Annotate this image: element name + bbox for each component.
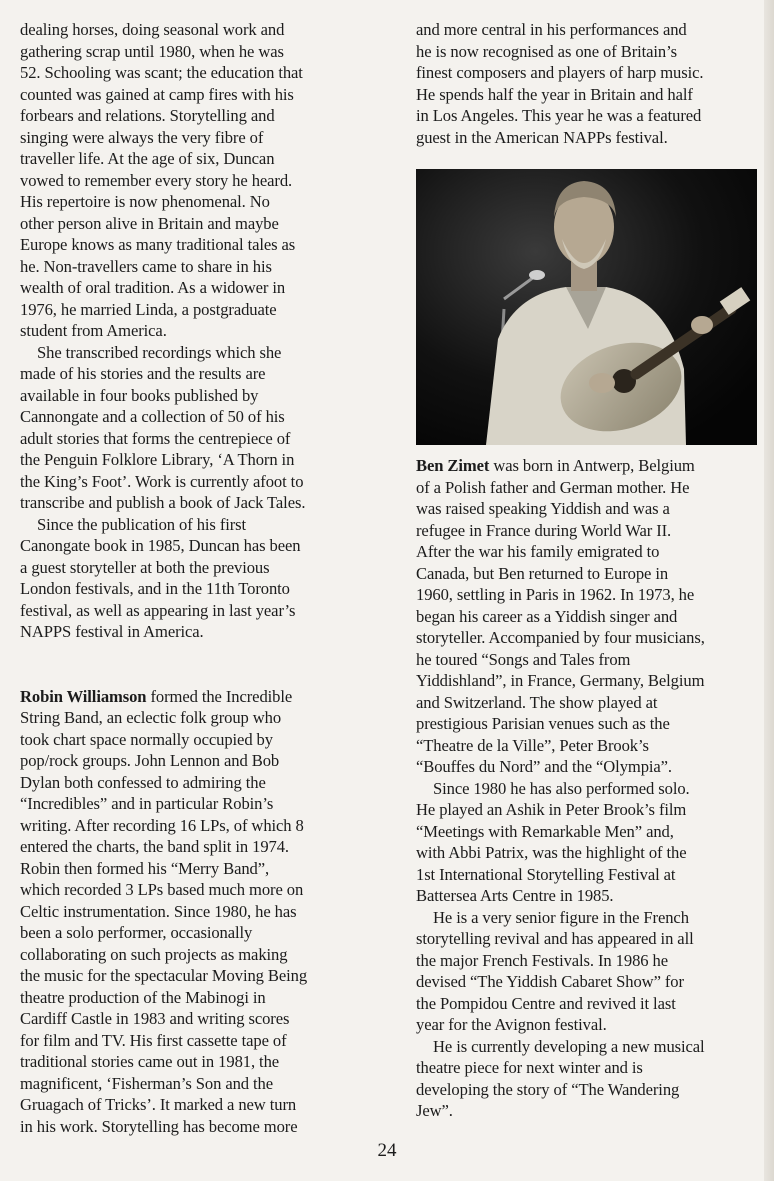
text-line: Gruagach of Tricks’. It marked a new turn xyxy=(20,1095,297,1114)
text-line: counted was gained at camp fires with his xyxy=(20,84,294,104)
text-line: Since 1980 he has also performed solo. xyxy=(433,778,690,798)
performer-name: Robin Williamson xyxy=(20,686,147,706)
text-line: the Pompidou Centre and revived it last xyxy=(416,993,676,1013)
guitarist-photo-illustration xyxy=(416,169,757,445)
right-column xyxy=(416,19,761,1122)
text-line: 1976, he married Linda, a postgraduate xyxy=(20,299,277,319)
text-line: Canongate book in 1985, Duncan has been xyxy=(20,536,301,555)
duncan-biography xyxy=(20,19,380,643)
text-line: 1st International Storytelling Festival at xyxy=(416,864,676,884)
text-line: adult stories that forms the centrepiece of xyxy=(20,428,291,448)
text-line: he. Non-travellers came to share in his xyxy=(20,256,272,276)
page-number: 24 xyxy=(377,1140,397,1161)
text-line: pop/rock groups. John Lennon and Bob xyxy=(20,751,280,770)
section-gap xyxy=(20,643,380,686)
text-line: traveller life. At the age of six, Duncan xyxy=(20,149,275,168)
page-edge xyxy=(764,0,774,1181)
text-line: he toured “Songs and Tales from xyxy=(416,649,631,669)
text-line xyxy=(416,455,761,477)
text-line: Robin then formed his “Merry Band”, xyxy=(20,858,270,878)
text-line: entered the charts, the band split in 1974. xyxy=(20,837,289,856)
text-line xyxy=(20,686,380,708)
text-line: singing were always the very fibre of xyxy=(20,127,264,147)
text-line: took chart space normally occupied by xyxy=(20,729,273,749)
strumming-hand xyxy=(589,373,615,393)
text-line: prestigious Parisian venues such as the xyxy=(416,714,670,733)
text-line: NAPPS festival in America. xyxy=(20,622,204,641)
performer-name: Ben Zimet xyxy=(416,456,490,475)
ben-zimet-biography xyxy=(416,455,761,1122)
text-line: storyteller. Accompanied by four musicians, xyxy=(416,628,705,647)
text-line: traditional stories came out in 1981, the xyxy=(20,1052,280,1071)
text-line: He played an Ashik in Peter Brook’s film xyxy=(416,800,687,819)
text-line: the major French Festivals. In 1986 he xyxy=(416,950,668,970)
text-line: gathering scrap until 1980, when he was xyxy=(20,41,284,61)
text-line: was raised speaking Yiddish and was a xyxy=(416,499,670,518)
text-line: a guest storyteller at both the previous xyxy=(20,557,270,577)
text-line: His repertoire is now phenomenal. No xyxy=(20,192,270,211)
text-line: transcribe and publish a book of Jack Tales. xyxy=(20,493,306,512)
text-line: year for the Avignon festival. xyxy=(416,1015,607,1034)
robin-williamson-continued xyxy=(416,19,761,148)
text-line: guest in the American NAPPs festival. xyxy=(416,127,668,147)
text-line: “Bouffes du Nord” and the “Olympia”. xyxy=(416,757,672,776)
text-line: Cannongate and a collection of 50 of his xyxy=(20,407,285,426)
text-line: 1960, settling in Paris in 1962. In 1973, he xyxy=(416,585,695,604)
text-line: Europe knows as many traditional tales as xyxy=(20,235,296,254)
text-line: Canada, but Ben returned to Europe in xyxy=(416,563,669,583)
text-line: She transcribed recordings which she xyxy=(37,342,282,362)
text-line: other person alive in Britain and maybe xyxy=(20,213,279,233)
text-line: Battersea Arts Centre in 1985. xyxy=(416,886,614,905)
text-line: After the war his family emigrated to xyxy=(416,542,660,561)
text-line: He is currently developing a new musical xyxy=(433,1036,705,1056)
microphone xyxy=(529,270,545,280)
text-line: he is now recognised as one of Britain’s xyxy=(416,41,677,61)
text-line: developing the story of “The Wandering xyxy=(416,1079,680,1099)
text-line: finest composers and players of harp music. xyxy=(416,63,704,82)
text-line: collaborating on such projects as making xyxy=(20,944,288,964)
text-line: Dylan both confessed to admiring the xyxy=(20,772,266,792)
text-line: writing. After recording 16 LPs, of which 8 xyxy=(20,815,304,835)
text-line: forbears and relations. Storytelling and xyxy=(20,106,275,125)
text-line: Yiddishland”, in France, Germany, Belgium xyxy=(416,671,705,690)
text-line: He spends half the year in Britain and half xyxy=(416,84,693,104)
text-line: “Incredibles” and in particular Robin’s xyxy=(20,794,274,813)
text-line: began his career as a Yiddish singer and xyxy=(416,606,678,626)
text-fragment: formed the Incredible xyxy=(146,686,293,706)
left-column xyxy=(20,19,380,1137)
text-line: refugee in France during World War II. xyxy=(416,520,672,540)
fretting-hand xyxy=(691,316,713,334)
text-line: the Penguin Folklore Library, ‘A Thorn in xyxy=(20,450,295,469)
text-line: wealth of oral tradition. As a widower in xyxy=(20,278,286,297)
text-line: the music for the spectacular Moving Being xyxy=(20,966,308,985)
text-line: made of his stories and the results are xyxy=(20,364,266,383)
text-line: of a Polish father and German mother. He xyxy=(416,477,690,497)
text-line: String Band, an eclectic folk group who xyxy=(20,708,282,727)
text-line: “Theatre de la Ville”, Peter Brook’s xyxy=(416,735,649,755)
text-line: theatre piece for next winter and is xyxy=(416,1058,643,1077)
text-line: student from America. xyxy=(20,321,167,340)
text-line: in his work. Storytelling has become more xyxy=(20,1116,298,1136)
text-line: festival, as well as appearing in last year’s xyxy=(20,600,296,620)
performer-photo xyxy=(416,169,757,445)
text-line: which recorded 3 LPs based much more on xyxy=(20,880,304,899)
text-line: with Abbi Patrix, was the highlight of the xyxy=(416,843,687,862)
text-line: the King’s Foot’. Work is currently afoot to xyxy=(20,471,304,491)
text-line: for film and TV. His first cassette tape of xyxy=(20,1030,287,1050)
text-line: Cardiff Castle in 1983 and writing scores xyxy=(20,1009,290,1028)
text-line: available in four books published by xyxy=(20,385,259,405)
text-line: Jew”. xyxy=(416,1101,453,1120)
text-line: He is a very senior figure in the French xyxy=(433,907,689,927)
text-fragment: was born in Antwerp, Belgium xyxy=(489,456,695,475)
text-line: 52. Schooling was scant; the education that xyxy=(20,63,303,82)
text-line: magnificent, ‘Fisherman’s Son and the xyxy=(20,1073,273,1093)
text-line: Celtic instrumentation. Since 1980, he has xyxy=(20,901,297,921)
text-line: Since the publication of his first xyxy=(37,514,247,534)
text-line: theatre production of the Mabinogi in xyxy=(20,987,266,1007)
text-line: in Los Angeles. This year he was a featured xyxy=(416,106,702,125)
text-line: dealing horses, doing seasonal work and xyxy=(20,20,285,39)
robin-williamson-biography xyxy=(20,686,380,1138)
text-line: and more central in his performances and xyxy=(416,20,687,39)
text-line: and Switzerland. The show played at xyxy=(416,692,658,712)
text-line: London festivals, and in the 11th Toronto xyxy=(20,579,290,598)
text-line: devised “The Yiddish Cabaret Show” for xyxy=(416,972,684,991)
text-line: vowed to remember every story he heard. xyxy=(20,170,293,190)
text-line: storytelling revival and has appeared in all xyxy=(416,929,694,948)
text-line: “Meetings with Remarkable Men” and, xyxy=(416,821,674,841)
text-line: been a solo performer, occasionally xyxy=(20,923,253,942)
